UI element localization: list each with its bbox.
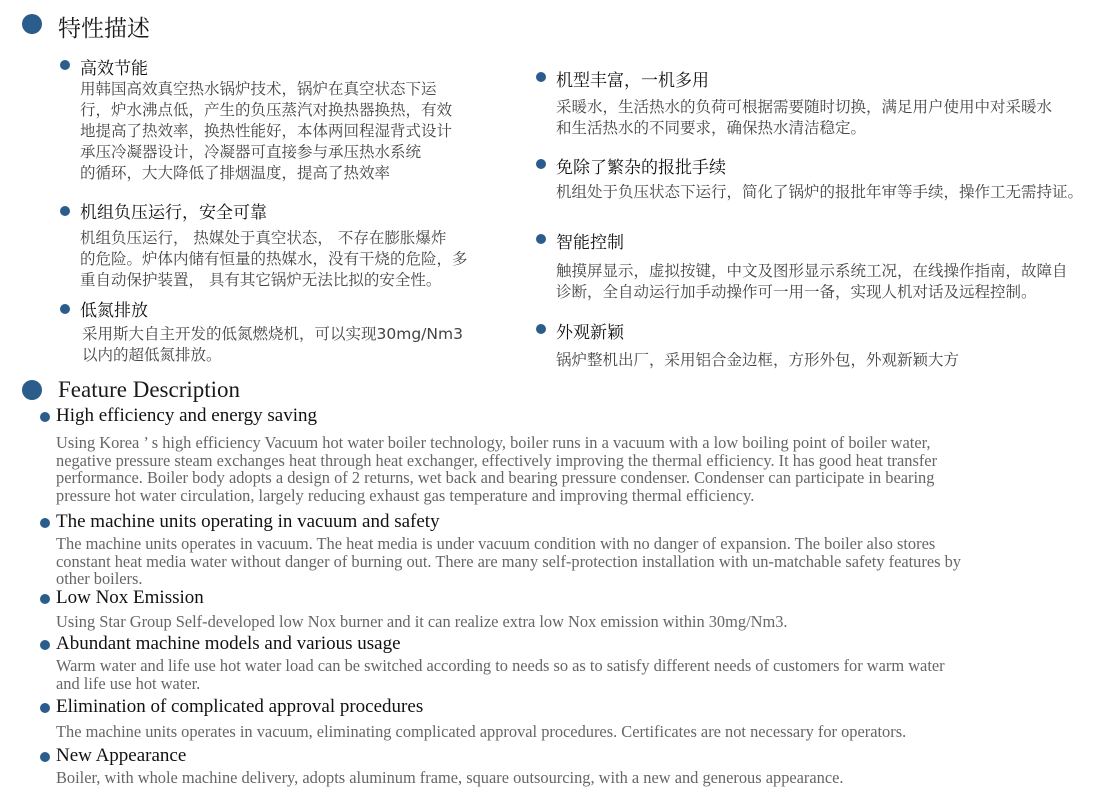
zh-left-bullet-2: [60, 304, 70, 314]
zh-right-bullet-0: [536, 72, 546, 82]
en-heading-4: Elimination of complicated approval procedures: [56, 696, 424, 717]
zh-right-body-0: 采暖水，生活热水的负荷可根据需要随时切换，满足用户使用中对采暖水 和生活热水的不同要求，确保热水清洁稳定。: [556, 98, 1053, 137]
section-bullet-en: [22, 380, 42, 400]
zh-section-title: 特性描述: [58, 16, 150, 42]
zh-left-body-1: 机组负压运行， 热媒处于真空状态， 不存在膨胀爆炸 的危险。炉体内储有恒量的热媒水，没有干烧的危险，多 重自动保护装置， 具有其它锅炉无法比拟的安全性。: [80, 229, 468, 289]
en-heading-2: Low Nox Emission: [56, 587, 204, 608]
en-body-5: Boiler, with whole machine delivery, adopts aluminum frame, square outsourcing, with a new and generous appearance.: [56, 768, 844, 787]
en-heading-3: Abundant machine models and various usage: [56, 633, 401, 654]
section-bullet-zh: [22, 14, 42, 34]
zh-right-bullet-1: [536, 159, 546, 169]
zh-right-body-2: 触摸屏显示，虚拟按键，中文及图形显示系统工况，在线操作指南，故障自 诊断，全自动运行加手动操作可一用一备，实现人机对话及远程控制。: [556, 262, 1068, 301]
en-body-3: Warm water and life use hot water load can be switched according to needs so as to satisfy different needs of customers for warm water and life use hot water.: [56, 656, 945, 693]
zh-right-heading-2: 智能控制: [556, 233, 624, 253]
en-bullet-5: [40, 752, 50, 762]
zh-left-body-2: 采用斯大自主开发的低氮燃烧机，可以实现30mg/Nm3 以内的超低氮排放。: [82, 325, 463, 364]
zh-right-heading-0: 机型丰富，一机多用: [556, 71, 709, 91]
en-body-1: The machine units operates in vacuum. The heat media is under vacuum condition with no danger of expansion. The boiler also stores constant heat media water without danger of burning out. There are many self-protection installation with un-matchable safety features by other boilers.: [56, 534, 961, 588]
en-heading-5: New Appearance: [56, 745, 187, 766]
en-body-4: The machine units operates in vacuum, eliminating complicated approval procedures. Certificates are not necessary for operators.: [56, 722, 907, 741]
en-bullet-0: [40, 412, 50, 422]
zh-right-bullet-2: [536, 234, 546, 244]
en-bullet-4: [40, 703, 50, 713]
zh-right-heading-1: 免除了繁杂的报批手续: [556, 158, 726, 178]
en-bullet-1: [40, 518, 50, 528]
en-body-2: Using Star Group Self-developed low Nox burner and it can realize extra low Nox emission within 30mg/Nm3.: [56, 612, 788, 631]
zh-left-heading-2: 低氮排放: [80, 301, 148, 321]
zh-right-body-1: 机组处于负压状态下运行，简化了锅炉的报批年审等手续，操作工无需持证。: [556, 183, 1084, 201]
zh-right-body-3: 锅炉整机出厂，采用铝合金边框，方形外包，外观新颖大方: [556, 351, 960, 369]
zh-right-bullet-3: [536, 324, 546, 334]
en-bullet-3: [40, 640, 50, 650]
en-bullet-2: [40, 594, 50, 604]
zh-left-body-0: 用韩国高效真空热水锅炉技术，锅炉在真空状态下运 行，炉水沸点低，产生的负压蒸汽对换热器换热，有效 地提高了热效率，换热性能好，本体两回程湿背式设计 承压冷凝器设计，冷凝器可直接参与承压热水系统 的循环，大大降低了排烟温度，提高了热效率: [80, 80, 453, 182]
en-heading-0: High efficiency and energy saving: [56, 405, 317, 426]
zh-left-heading-1: 机组负压运行，安全可靠: [80, 203, 267, 223]
en-heading-1: The machine units operating in vacuum and safety: [56, 511, 440, 532]
zh-right-heading-3: 外观新颖: [556, 323, 624, 343]
en-section-title: Feature Description: [58, 377, 241, 402]
en-body-0: Using Korea ’ s high efficiency Vacuum hot water boiler technology, boiler runs in a vacuum with a low boiling point of boiler water, negative pressure steam exchanges heat through heat exchanger, effectively improving the thermal efficiency. It has good heat transfer performance. Boiler body adopts a design of 2 returns, wet back and bearing pressure condenser. Condenser can participate in bearing pressure hot water circulation, largely reducing exhaust gas temperature and improving thermal efficiency.: [56, 433, 938, 505]
zh-left-bullet-0: [60, 60, 70, 70]
zh-left-bullet-1: [60, 206, 70, 216]
zh-left-heading-0: 高效节能: [80, 59, 148, 79]
